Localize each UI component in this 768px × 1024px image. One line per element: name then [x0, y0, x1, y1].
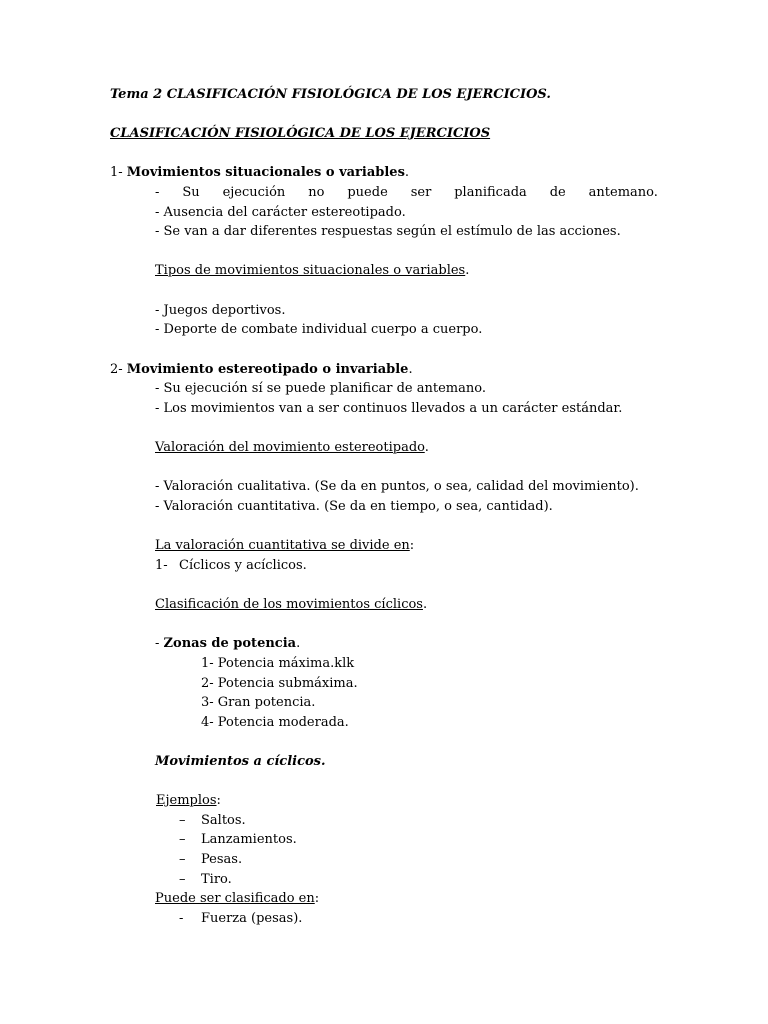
section2-title: Movimiento estereotipado o invariable	[126, 362, 409, 377]
list-item	[179, 873, 232, 886]
list-item-text: Fuerza (pesas).	[201, 911, 303, 926]
word: ser	[410, 185, 432, 200]
list-item: - Juegos deportivos.	[155, 303, 286, 318]
section1-line3: - Se van a dar diferentes respuestas según el estímulo de las acciones.	[155, 224, 621, 239]
section1-title: Movimientos situacionales o variables	[126, 165, 405, 180]
ciclicos-heading	[155, 598, 427, 611]
valoracion-heading	[155, 441, 429, 454]
ciclicos-heading-period: .	[422, 597, 428, 612]
cuantitativa-heading-text: La valoración cuantitativa se divide en	[155, 538, 410, 553]
zonas-heading	[155, 637, 300, 650]
section2-line2: - Los movimientos van a ser continuos llevados a un carácter estándar.	[155, 401, 623, 416]
word: planificada	[454, 185, 527, 200]
clasificado-heading-text: Puede ser clasificado en	[155, 891, 315, 906]
list-item	[179, 833, 297, 846]
ejemplos-heading	[156, 794, 221, 807]
list-item-text: Tiro.	[201, 872, 232, 887]
zonas-title: Zonas de potencia	[163, 636, 297, 651]
list-item	[179, 912, 302, 925]
cuantitativa-heading	[155, 539, 414, 552]
word: no	[308, 185, 325, 200]
section1-line1	[155, 186, 658, 199]
list-item	[179, 853, 242, 866]
zonas-dash: -	[155, 636, 164, 651]
word: puede	[347, 185, 388, 200]
section1-period: .	[404, 165, 410, 180]
word: ejecución	[222, 185, 286, 200]
valoracion-heading-text: Valoración del movimiento estereotipado	[155, 440, 425, 455]
section1-subheading-text: Tipos de movimientos situacionales o variables	[155, 263, 466, 278]
bullet: –	[179, 852, 186, 867]
bullet: -	[179, 911, 184, 926]
list-item	[179, 814, 246, 827]
document-heading: CLASIFICACIÓN FISIOLÓGICA DE LOS EJERCICIOS	[110, 126, 491, 141]
section1-subheading-period: .	[465, 263, 470, 278]
section2-line1: - Su ejecución sí se puede planificar de antemano.	[155, 381, 486, 396]
bullet: –	[179, 813, 186, 828]
section2-number: 2-	[110, 362, 127, 377]
valoracion-heading-period: .	[424, 440, 429, 455]
cuantitativa-item-text: Cíclicos y acíclicos.	[179, 558, 307, 573]
section1-subheading	[155, 264, 469, 277]
list-item: 4- Potencia moderada.	[201, 715, 349, 730]
list-item: - Valoración cualitativa. (Se da en puntos, o sea, calidad del movimiento).	[155, 479, 639, 494]
section1-line2: - Ausencia del carácter estereotipado.	[155, 205, 406, 220]
list-item: - Deporte de combate individual cuerpo a cuerpo.	[155, 322, 483, 337]
cuantitativa-item	[155, 559, 307, 572]
clasificado-heading	[155, 892, 319, 905]
list-item: 2- Potencia submáxima.	[201, 676, 358, 691]
cuantitativa-item-number: 1-	[155, 558, 168, 573]
ejemplos-heading-colon: :	[216, 793, 221, 808]
list-item-text: Pesas.	[201, 852, 243, 867]
list-item-text: Saltos.	[201, 813, 246, 828]
section1-heading	[110, 166, 409, 179]
document-title: Tema 2 CLASIFICACIÓN FISIOLÓGICA DE LOS EJERCICIOS.	[110, 87, 551, 102]
word: antemano.	[588, 185, 658, 200]
zonas-period: .	[296, 636, 301, 651]
ciclicos-heading-text: Clasificación de los movimientos cíclicos	[155, 597, 423, 612]
section2-heading	[110, 363, 413, 376]
list-item: 1- Potencia máxima.klk	[201, 656, 355, 671]
word: Su	[182, 185, 200, 200]
clasificado-heading-colon: :	[314, 891, 320, 906]
list-item: 3- Gran potencia.	[201, 695, 316, 710]
list-item: - Valoración cuantitativa. (Se da en tiempo, o sea, cantidad).	[155, 499, 553, 514]
section2-period: .	[408, 362, 413, 377]
word: -	[155, 185, 160, 200]
aciclicos-title: Movimientos a cíclicos.	[155, 754, 326, 769]
list-item-text: Lanzamientos.	[201, 832, 297, 847]
cuantitativa-heading-colon: :	[409, 538, 415, 553]
ejemplos-heading-text: Ejemplos	[156, 793, 217, 808]
word: de	[549, 185, 566, 200]
bullet: –	[179, 832, 186, 847]
section1-number: 1-	[110, 165, 127, 180]
bullet: –	[179, 872, 186, 887]
